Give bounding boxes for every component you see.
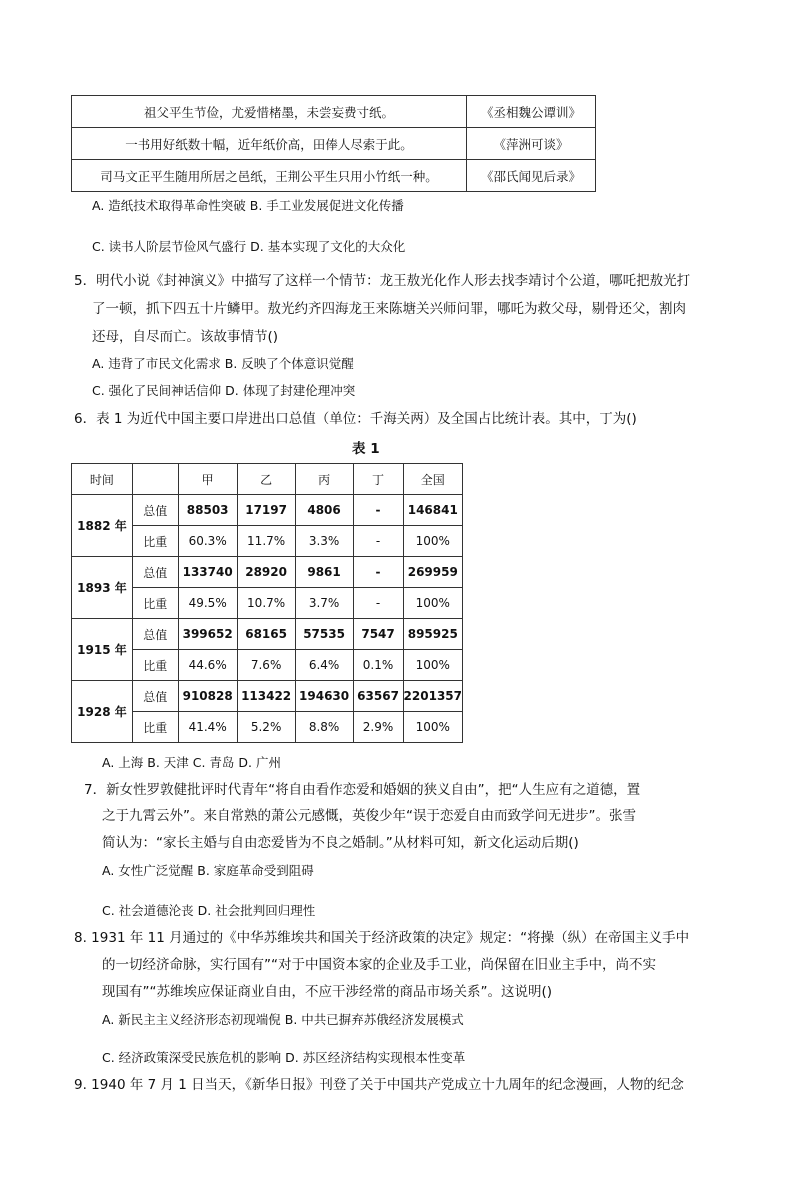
value-cell: 910828: [178, 681, 237, 712]
value-cell: 49.5%: [178, 588, 237, 619]
header-cell: [132, 464, 178, 495]
value-cell: 2.9%: [353, 712, 403, 743]
value-cell: -: [353, 495, 403, 526]
table-row: [72, 495, 463, 526]
value-cell: 3.7%: [295, 588, 353, 619]
value-cell: 146841: [403, 495, 462, 526]
value-cell: 113422: [237, 681, 295, 712]
value-cell: 41.4%: [178, 712, 237, 743]
value-cell: 63567: [353, 681, 403, 712]
table-row: [72, 160, 596, 192]
label-cell: 比重: [132, 712, 178, 743]
source-cell: 《丞相魏公谭训》: [467, 96, 596, 128]
q8-options-ab: A. 新民主主义经济形态初现端倪 B. 中共已摒弃苏俄经济发展模式: [102, 1012, 464, 1027]
source-cell: 《萍洲可谈》: [467, 128, 596, 160]
value-cell: -: [353, 557, 403, 588]
value-cell: 399652: [178, 619, 237, 650]
value-cell: 2201357: [403, 681, 462, 712]
value-cell: 57535: [295, 619, 353, 650]
q5-stem-line2: 了一顿，抓下四五十片鳞甲。敖光约齐四海龙王来陈塘关兴师问罪，哪吒为救父母，剔骨还父，割肉: [92, 301, 686, 317]
source-table: [71, 95, 596, 192]
value-cell: 4806: [295, 495, 353, 526]
q5-stem-line3: 还母，自尽而亡。该故事情节(): [92, 329, 279, 345]
label-cell: 比重: [132, 526, 178, 557]
q6-stem: 6．表 1 为近代中国主要口岸进出口总值（单位：千海关两）及全国占比统计表。其中，丁为(): [74, 411, 637, 427]
q8-stem-line2: 的一切经济命脉，实行国有”“对于中国资本家的企业及手工业，尚保留在旧业主手中，尚不实: [102, 957, 656, 973]
value-cell: 3.3%: [295, 526, 353, 557]
header-cell: 乙: [237, 464, 295, 495]
value-cell: 44.6%: [178, 650, 237, 681]
header-cell: 甲: [178, 464, 237, 495]
table-row: [72, 619, 463, 650]
table-header-row: [72, 464, 463, 495]
value-cell: 88503: [178, 495, 237, 526]
q4-options-ab: A. 造纸技术取得革命性突破 B. 手工业发展促进文化传播: [92, 198, 404, 213]
q5-stem-line1: 5．明代小说《封神演义》中描写了这样一个情节：龙王敖光化作人形去找李靖讨个公道，哪吒把敖光打: [74, 273, 691, 289]
quote-cell: 司马文正平生随用所居之邑纸，王荆公平生只用小竹纸一种。: [72, 160, 467, 192]
value-cell: 100%: [403, 712, 462, 743]
value-cell: 28920: [237, 557, 295, 588]
header-cell: 时间: [72, 464, 133, 495]
year-cell: 1915 年: [72, 619, 133, 681]
value-cell: 0.1%: [353, 650, 403, 681]
table-row: [72, 128, 596, 160]
quote-cell: 祖父平生节俭，尤爱惜楮墨，未尝妄费寸纸。: [72, 96, 467, 128]
q7-stem-line2: 之于九霄云外”。来自常熟的萧公元感慨，英俊少年“误于恋爱自由而致学问无进步”。张雪: [102, 808, 636, 824]
q5-options-ab: A. 违背了市民文化需求 B. 反映了个体意识觉醒: [92, 356, 354, 371]
value-cell: 100%: [403, 650, 462, 681]
table-row: [72, 96, 596, 128]
label-cell: 总值: [132, 619, 178, 650]
value-cell: 68165: [237, 619, 295, 650]
value-cell: 7547: [353, 619, 403, 650]
value-cell: 100%: [403, 526, 462, 557]
header-cell: 全国: [403, 464, 462, 495]
source-cell: 《邵氏闻见后录》: [467, 160, 596, 192]
label-cell: 总值: [132, 681, 178, 712]
q9-stem-line1: 9. 1940 年 7 月 1 日当天，《新华日报》刊登了关于中国共产党成立十九周年的纪念漫画，人物的纪念: [74, 1077, 684, 1093]
value-cell: 6.4%: [295, 650, 353, 681]
year-cell: 1928 年: [72, 681, 133, 743]
value-cell: 17197: [237, 495, 295, 526]
header-cell: 丁: [353, 464, 403, 495]
value-cell: -: [353, 526, 403, 557]
quote-cell: 一书用好纸数十幅，近年纸价高，田俸人尽索于此。: [72, 128, 467, 160]
value-cell: 269959: [403, 557, 462, 588]
value-cell: 100%: [403, 588, 462, 619]
value-cell: 10.7%: [237, 588, 295, 619]
year-cell: 1893 年: [72, 557, 133, 619]
q8-stem-line3: 现国有”“苏维埃应保证商业自由，不应干涉经常的商品市场关系”。这说明(): [102, 984, 553, 1000]
value-cell: 9861: [295, 557, 353, 588]
q4-options-cd: C. 读书人阶层节俭风气盛行 D. 基本实现了文化的大众化: [92, 239, 406, 254]
value-cell: -: [353, 588, 403, 619]
value-cell: 895925: [403, 619, 462, 650]
year-cell: 1882 年: [72, 495, 133, 557]
q5-options-cd: C. 强化了民间神话信仰 D. 体现了封建伦理冲突: [92, 383, 356, 398]
value-cell: 194630: [295, 681, 353, 712]
table-caption: 表 1: [352, 441, 380, 457]
q8-stem-line1: 8. 1931 年 11 月通过的《中华苏维埃共和国关于经济政策的决定》规定：“将操（纵）在帝国主义手中: [74, 930, 690, 946]
label-cell: 比重: [132, 588, 178, 619]
header-cell: 丙: [295, 464, 353, 495]
value-cell: 133740: [178, 557, 237, 588]
label-cell: 总值: [132, 557, 178, 588]
value-cell: 60.3%: [178, 526, 237, 557]
value-cell: 7.6%: [237, 650, 295, 681]
table-row: [72, 681, 463, 712]
q7-stem-line1: 7．新女性罗敦健批评时代青年“将自由看作恋爱和婚姻的狭义自由”，把“人生应有之道德，置: [84, 782, 641, 798]
label-cell: 总值: [132, 495, 178, 526]
q6-options: A. 上海 B. 天津 C. 青岛 D. 广州: [102, 755, 281, 770]
value-cell: 11.7%: [237, 526, 295, 557]
label-cell: 比重: [132, 650, 178, 681]
q7-options-cd: C. 社会道德沦丧 D. 社会批判回归理性: [102, 903, 316, 918]
value-cell: 5.2%: [237, 712, 295, 743]
q7-options-ab: A. 女性广泛觉醒 B. 家庭革命受到阻碍: [102, 863, 314, 878]
trade-table: [71, 463, 463, 743]
q8-options-cd: C. 经济政策深受民族危机的影响 D. 苏区经济结构实现根本性变革: [102, 1050, 466, 1065]
value-cell: 8.8%: [295, 712, 353, 743]
table-row: [72, 557, 463, 588]
q7-stem-line3: 简认为：“家长主婚与自由恋爱皆为不良之婚制。”从材料可知，新文化运动后期(): [102, 835, 579, 851]
